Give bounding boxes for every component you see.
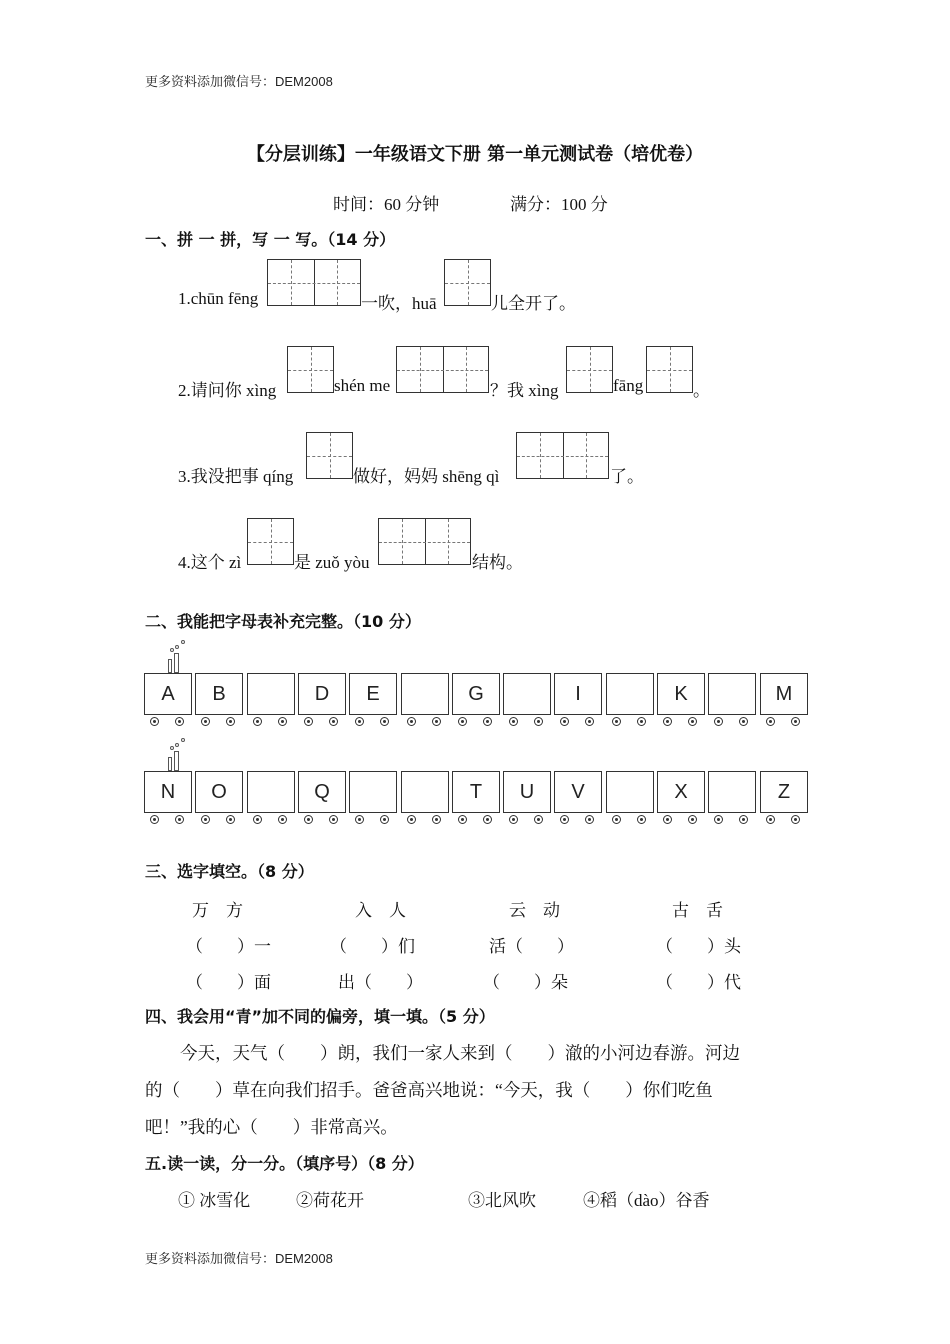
- wheel-icon: [766, 815, 775, 824]
- q2-text-d: fāng: [613, 376, 644, 395]
- blank-letter-car[interactable]: [606, 673, 654, 715]
- blank-letter-car[interactable]: [247, 673, 295, 715]
- wheel-icon: [150, 717, 159, 726]
- q1-text-c: 儿全开了。: [491, 294, 576, 313]
- wheel-icon: [612, 717, 621, 726]
- char-group: 古 舌: [672, 901, 723, 920]
- wheel-icon: [432, 717, 441, 726]
- writing-box[interactable]: [566, 346, 613, 393]
- wheel-icon: [534, 717, 543, 726]
- q1-text-a: 1.chūn fēng: [178, 289, 259, 308]
- char-group: 云 动: [509, 901, 560, 920]
- wheel-icon: [278, 815, 287, 824]
- fill-blank[interactable]: （ ）面: [186, 973, 271, 992]
- wheel-icon: [739, 717, 748, 726]
- wheel-icon: [407, 815, 416, 824]
- wheel-icon: [791, 717, 800, 726]
- paragraph-line: 今天，天气（ ）朗，我们一家人来到（ ）澈的小河边春游。河边: [180, 1043, 740, 1063]
- q4-text-c: 结构。: [472, 553, 523, 572]
- chimney-icon: [174, 751, 179, 771]
- season-item: ① 冰雪化: [178, 1191, 251, 1210]
- score-label: 满分：100 分: [510, 195, 608, 214]
- letter-car: A: [144, 673, 192, 715]
- fill-blank[interactable]: （ ）头: [656, 937, 741, 956]
- q3-text-b: 做好，妈妈 shēng qì: [353, 467, 500, 486]
- q2-text-c: ？我 xìng: [490, 381, 559, 400]
- char-group: 入 人: [355, 901, 406, 920]
- q3-text-c: 了。: [610, 467, 644, 486]
- fill-blank[interactable]: 出（ ）: [338, 973, 423, 992]
- wheel-icon: [739, 815, 748, 824]
- fill-blank[interactable]: （ ）一: [186, 937, 271, 956]
- letter-car: V: [554, 771, 602, 813]
- wheel-icon: [483, 717, 492, 726]
- wheel-icon: [380, 815, 389, 824]
- wheel-icon: [278, 717, 287, 726]
- wheel-icon: [458, 815, 467, 824]
- letter-car: B: [195, 673, 243, 715]
- wheel-icon: [791, 815, 800, 824]
- letter-car: M: [760, 673, 808, 715]
- q2-text-e: 。: [693, 381, 710, 400]
- wheel-icon: [688, 717, 697, 726]
- writing-box[interactable]: [306, 432, 353, 479]
- wheel-icon: [380, 717, 389, 726]
- wheel-icon: [175, 717, 184, 726]
- chimney-icon: [168, 757, 172, 771]
- wheel-icon: [612, 815, 621, 824]
- wheel-icon: [201, 815, 210, 824]
- q3-text-a: 3.我没把事 qíng: [178, 467, 294, 486]
- section3-heading: 三、选字填空。（8 分）: [145, 862, 314, 881]
- q2-text-b: shén me: [334, 376, 391, 395]
- wheel-icon: [329, 815, 338, 824]
- letter-car: D: [298, 673, 346, 715]
- wheel-icon: [637, 717, 646, 726]
- paragraph-line: 的（ ）草在向我们招手。爸爸高兴地说：“今天，我（ ）你们吃鱼: [145, 1080, 713, 1100]
- wheel-icon: [766, 717, 775, 726]
- smoke-icon: [181, 738, 185, 742]
- q4-text-a: 4.这个 zì: [178, 553, 242, 572]
- chimney-icon: [174, 653, 179, 673]
- writing-box[interactable]: [516, 432, 609, 479]
- letter-car: X: [657, 771, 705, 813]
- wheel-icon: [253, 717, 262, 726]
- wheel-icon: [637, 815, 646, 824]
- wheel-icon: [585, 717, 594, 726]
- wheel-icon: [329, 717, 338, 726]
- wheel-icon: [509, 815, 518, 824]
- fill-blank[interactable]: （ ）们: [330, 937, 415, 956]
- q4-text-b: 是 zuǒ yòu: [294, 553, 370, 572]
- wheel-icon: [150, 815, 159, 824]
- letter-car: Q: [298, 771, 346, 813]
- season-item: ④稻（dào）谷香: [583, 1191, 710, 1210]
- blank-letter-car[interactable]: [401, 673, 449, 715]
- letter-car: K: [657, 673, 705, 715]
- fill-blank[interactable]: 活（ ）: [489, 937, 574, 956]
- section5-heading: 五.读一读，分一分。（填序号）（8 分）: [145, 1154, 424, 1173]
- wheel-icon: [304, 815, 313, 824]
- fill-blank[interactable]: （ ）代: [656, 973, 741, 992]
- section4-heading: 四、我会用“青”加不同的偏旁，填一填。（5 分）: [145, 1007, 495, 1026]
- letter-car: U: [503, 771, 551, 813]
- writing-box[interactable]: [287, 346, 334, 393]
- letter-car: E: [349, 673, 397, 715]
- chimney-icon: [168, 659, 172, 673]
- page-title: 【分层训练】一年级语文下册 第一单元测试卷（培优卷）: [246, 144, 704, 165]
- section1-heading: 一、拼 一 拼，写 一 写。（14 分）: [145, 230, 396, 249]
- blank-letter-car[interactable]: [708, 673, 756, 715]
- blank-letter-car[interactable]: [349, 771, 397, 813]
- blank-letter-car[interactable]: [503, 673, 551, 715]
- letter-car: T: [452, 771, 500, 813]
- time-label: 时间：60 分钟: [333, 195, 440, 214]
- wheel-icon: [714, 815, 723, 824]
- section2-heading: 二、我能把字母表补充完整。（10 分）: [145, 612, 421, 631]
- wheel-icon: [226, 815, 235, 824]
- wheel-icon: [458, 717, 467, 726]
- blank-letter-car[interactable]: [708, 771, 756, 813]
- q2-text-a: 2.请问你 xìng: [178, 381, 277, 400]
- season-item: ③北风吹: [468, 1191, 536, 1210]
- smoke-icon: [170, 746, 174, 750]
- letter-car: N: [144, 771, 192, 813]
- wheel-icon: [175, 815, 184, 824]
- wheel-icon: [483, 815, 492, 824]
- writing-box[interactable]: [646, 346, 693, 393]
- writing-box[interactable]: [396, 346, 489, 393]
- wheel-icon: [560, 717, 569, 726]
- smoke-icon: [181, 640, 185, 644]
- wheel-icon: [432, 815, 441, 824]
- season-item: ②荷花开: [296, 1191, 364, 1210]
- wheel-icon: [226, 717, 235, 726]
- letter-car: O: [195, 771, 243, 813]
- letter-car: G: [452, 673, 500, 715]
- wheel-icon: [355, 717, 364, 726]
- writing-box[interactable]: [444, 259, 491, 306]
- wheel-icon: [509, 717, 518, 726]
- letter-car: Z: [760, 771, 808, 813]
- q1-text-b: 一吹，huā: [361, 294, 437, 313]
- wheel-icon: [663, 815, 672, 824]
- fill-blank[interactable]: （ ）朵: [483, 973, 568, 992]
- writing-box[interactable]: [267, 259, 361, 306]
- blank-letter-car[interactable]: [401, 771, 449, 813]
- letter-car: I: [554, 673, 602, 715]
- wheel-icon: [714, 717, 723, 726]
- char-group: 万 方: [192, 901, 243, 920]
- wheel-icon: [534, 815, 543, 824]
- paragraph-line: 吧！”我的心（ ）非常高兴。: [145, 1117, 398, 1137]
- blank-letter-car[interactable]: [606, 771, 654, 813]
- wheel-icon: [663, 717, 672, 726]
- wheel-icon: [560, 815, 569, 824]
- blank-letter-car[interactable]: [247, 771, 295, 813]
- wheel-icon: [407, 717, 416, 726]
- wheel-icon: [355, 815, 364, 824]
- footer-note: 更多资料添加微信号：DEM2008: [145, 1251, 333, 1266]
- smoke-icon: [170, 648, 174, 652]
- smoke-icon: [175, 645, 179, 649]
- wheel-icon: [304, 717, 313, 726]
- wheel-icon: [201, 717, 210, 726]
- header-note: 更多资料添加微信号：DEM2008: [145, 74, 333, 89]
- writing-box[interactable]: [378, 518, 471, 565]
- writing-box[interactable]: [247, 518, 294, 565]
- smoke-icon: [175, 743, 179, 747]
- wheel-icon: [253, 815, 262, 824]
- wheel-icon: [585, 815, 594, 824]
- wheel-icon: [688, 815, 697, 824]
